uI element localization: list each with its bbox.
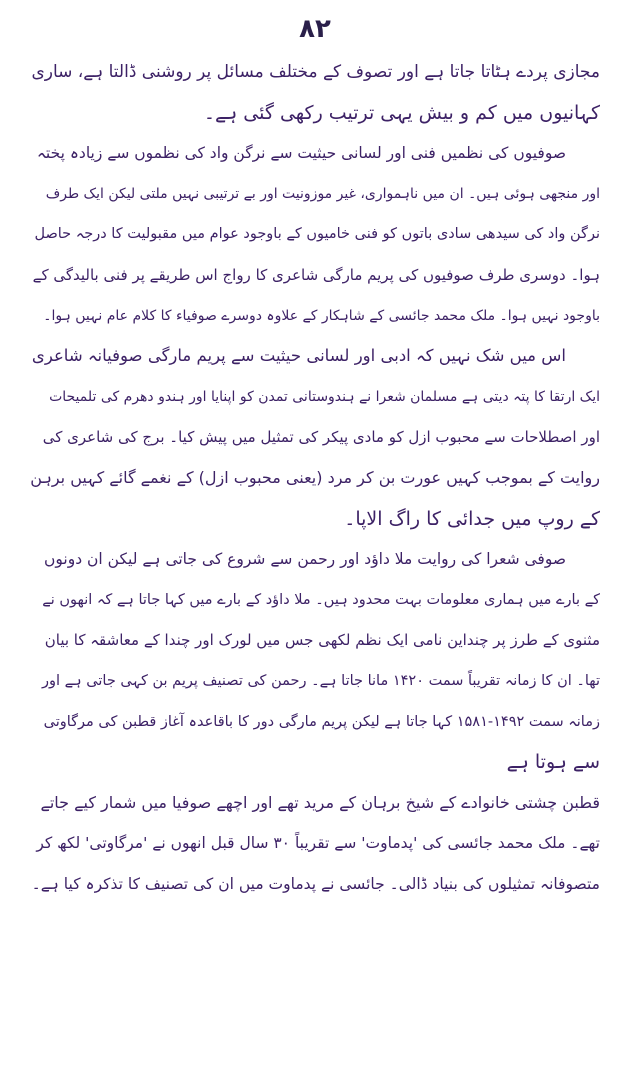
text-line: متصوفانہ تمثیلوں کی بنیاد ڈالی۔ جائسی نے پدماوت میں ان کی تصنیف کا تذکرہ کیا ہے۔ [31,874,600,893]
body-text [30,52,600,904]
text-line: باوجود نہیں ہوا۔ ملک محمد جائسی کے شاہکار کے علاوہ دوسرے صوفیاء کا کلام عام نہیں ہوا۔ [43,307,600,324]
text-line: کے روپ میں جدائی کا راگ الاپا۔ [344,507,600,530]
text-line: کے بارے میں ہماری معلومات بہت محدود ہیں۔ ملا داؤد کے بارے میں کہا جاتا ہے کہ انھوں نے [42,591,600,608]
text-line: روایت کے بموجب کہیں عورت بن کر مرد (یعنی محبوب ازل) کے نغمے گائے کہیں برہن [30,467,600,487]
text-line: اور اصطلاحات سے محبوب ازل کو مادی پیکر کی تمثیل میں پیش کیا۔ برج کی شاعری کی [42,428,600,447]
text-line: زمانہ سمت ۱۴۹۲-۱۵۸۱ کہا جاتا ہے لیکن پریم مارگی دور کا باقاعدہ آغاز قطبن کی مرگاوتی [43,713,600,730]
text-line: نرگن واد کی سیدھی سادی باتوں کو فنی خامیوں کے باوجود عوام میں مقبولیت کا درجہ حاصل [34,226,600,243]
text-line: سے ہوتا ہے [506,751,600,774]
text-line: مثنوی کے طرز پر چنداین نامی ایک نظم لکھی جس میں لورک اور چندا کے معاشقہ کا بیان [44,631,600,650]
page-number: ۸۲ [299,14,331,44]
text-line: ایک ارتقا کا پتہ دیتی ہے مسلمان شعرا نے ہندوستانی تمدن کو اپنایا اور ہندو دھرم کی تلمیحات [49,388,600,405]
text-line: اور منجھی ہوئی ہیں۔ ان میں ناہمواری، غیر موزونیت اور بے ترتیبی نہیں ملتی لیکن ایک طرف [45,185,600,202]
text-line: قطبن چشتی خانوادے کے شیخ برہان کے مرید تھے اور اچھے صوفیا میں شمار کیے جاتے [40,792,600,812]
text-line: صوفیوں کی نظمیں فنی اور لسانی حیثیت سے نرگن واد کی نظموں سے زیادہ پختہ [36,144,566,163]
text-line: مجازی پردے ہٹاتا جاتا ہے اور تصوف کے مختلف مسائل پر روشنی ڈالتا ہے، ساری [31,62,600,82]
text-line: تھا۔ ان کا زمانہ تقریباً سمت ۱۴۲۰ مانا جاتا ہے۔ رحمن کی تصنیف پریم بن کہی جاتی ہے اور [42,672,600,689]
text-line: تھے۔ ملک محمد جائسی کی 'پدماوت' سے تقریباً ۳۰ سال قبل انھوں نے 'مرگاوتی' لکھ کر [36,834,600,853]
text-line: کہانیوں میں کم و بیش یہی ترتیب رکھی گئی ہے۔ [203,101,600,124]
text-line: صوفی شعرا کی روایت ملا داؤد اور رحمن سے شروع کی جاتی ہے لیکن ان دونوں [44,550,566,569]
text-line: اس میں شک نہیں کہ ادبی اور لسانی حیثیت سے پریم مارگی صوفیانہ شاعری [31,346,566,366]
text-line: ہوا۔ دوسری طرف صوفیوں کی پریم مارگی شاعری کا رواج اس طریقے پر فنی بالیدگی کے [32,265,600,284]
